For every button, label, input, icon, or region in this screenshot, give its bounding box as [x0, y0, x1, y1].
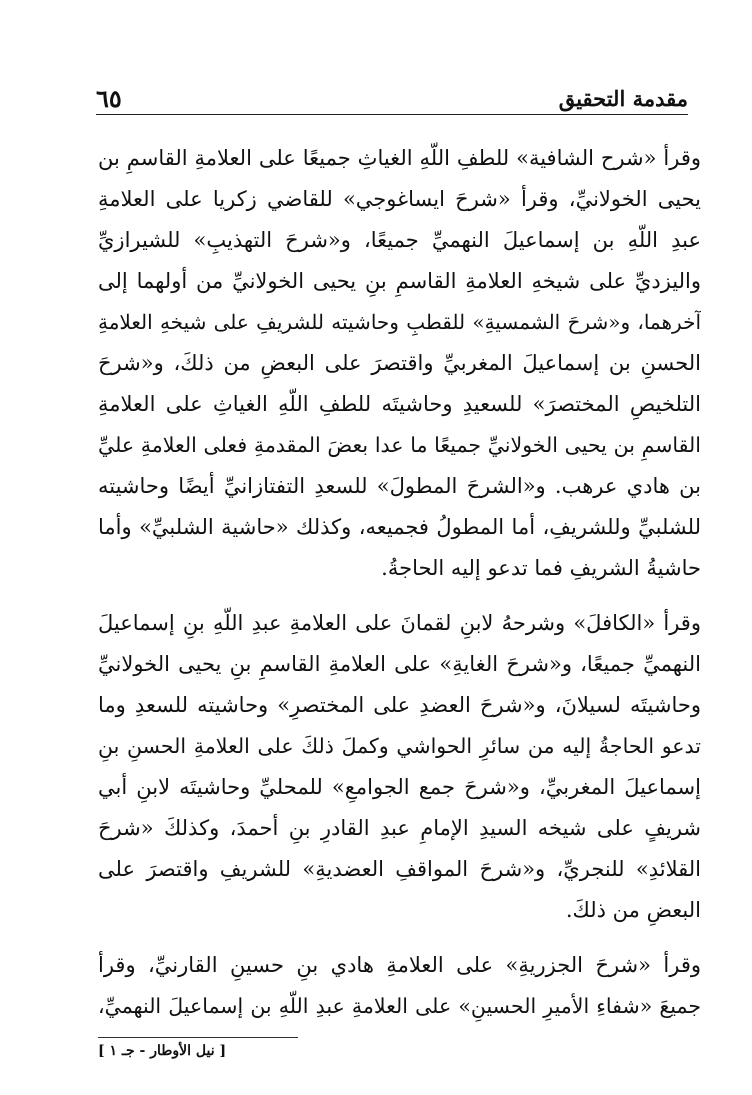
text-line: القاسمِ بن يحيى الخولانيِّ جميعًا ما عدا بعضَ المقدمةِ فعلى العلامةِ عليِّ: [98, 433, 701, 457]
text-line: وحاشيتَه لسيلانَ، و«شرحَ العضدِ على المختصرِ» وحاشيته للسعدِ وما: [98, 693, 701, 717]
page-number: ٦٥: [96, 84, 122, 113]
text-line: تدعو الحاجةُ إليه من سائرِ الحواشي وكملَ ذلكَ على العلامةِ الحسنِ بنِ: [98, 734, 701, 758]
text-line: عبدِ اللّهِ بن إسماعيلَ النهميِّ جميعًا، و«شرحَ التهذيبِ» للشيرازيِّ: [98, 228, 701, 252]
text-line: إسماعيلَ المغربيِّ، و«شرحَ جمع الجوامعِ» للمحليِّ وحاشيتَه لابنِ أبي: [98, 775, 701, 799]
paragraph-spacer: [98, 931, 701, 945]
footer-rule: [98, 1037, 298, 1038]
text-line: للشلبيِّ وللشريفِ، أما المطولُ فجميعه، وكذلك «حاشية الشلبيِّ» وأما: [98, 515, 701, 539]
text-line: بن هادي عرهب. و«الشرحَ المطولَ» للسعدِ التفتازانيِّ أيضًا وحاشيته: [98, 474, 701, 498]
text-line: الحسنِ بن إسماعيلَ المغربيِّ واقتصرَ على البعضِ من ذلكَ، و«شرحَ: [98, 351, 701, 375]
text-line: شريفٍ على شيخه السيدِ الإمامِ عبدِ القادرِ بنِ أحمدَ، وكذلكَ «شرحَ: [98, 816, 701, 840]
text-line: آخرهما، و«شرحَ الشمسيةِ» للقطبِ وحاشيته للشريفِ على شيخهِ العلامةِ: [98, 310, 701, 334]
text-line: البعضِ من ذلكَ.: [565, 898, 701, 922]
text-line: جميعَ «شفاءِ الأميرِ الحسينِ» على العلامةِ عبدِ اللّهِ بن إسماعيلَ النهميِّ،: [98, 994, 701, 1018]
text-line: التلخيصِ المختصرَ» للسعيدِ وحاشيتَه للطفِ اللّهِ الغياثِ على العلامةِ: [98, 392, 701, 416]
text-line: وقرأ «شرحَ الجزريةِ» على العلامةِ هادي بنِ حسينِ القارنيِّ، وقرأ: [98, 953, 701, 977]
running-title: مقدمة التحقيق: [558, 86, 688, 111]
paragraph-2: [98, 603, 701, 931]
paragraph-1: [98, 138, 701, 589]
paragraph-spacer: [98, 589, 701, 603]
text-line: القلائدِ» للنجريِّ، و«شرحَ المواقفِ العضديةِ» للشريفِ واقتصرَ على: [98, 857, 701, 881]
text-line: وقرأ «شرح الشافية» للطفِ اللّهِ الغياثِ جميعًا على العلامةِ القاسمِ بن: [98, 146, 701, 170]
body-text: [98, 138, 701, 1027]
page-header: [96, 80, 688, 115]
text-line: يحيى الخولانيِّ، وقرأ «شرحَ ايساغوجي» للقاضي زكريا على العلامةِ: [98, 187, 701, 211]
text-line: وقرأ «الكافلَ» وشرحهُ لابنِ لقمانَ على العلامةِ عبدِ اللّهِ بنِ إسماعيلَ: [98, 611, 701, 635]
text-line: النهميِّ جميعًا، و«شرحَ الغايةِ» على العلامةِ القاسمِ بنِ يحيى الخولانيِّ: [98, 652, 701, 676]
paragraph-3: [98, 945, 701, 1027]
footer-signature: [ نيل الأوطار - جـ ١ ]: [98, 1043, 227, 1059]
text-line: حاشيةُ الشريفِ فما تدعو إليه الحاجةُ.: [381, 556, 701, 580]
text-line: واليزديِّ على شيخهِ العلامةِ القاسمِ بنِ يحيى الخولانيِّ من أولهما إلى: [98, 269, 701, 293]
